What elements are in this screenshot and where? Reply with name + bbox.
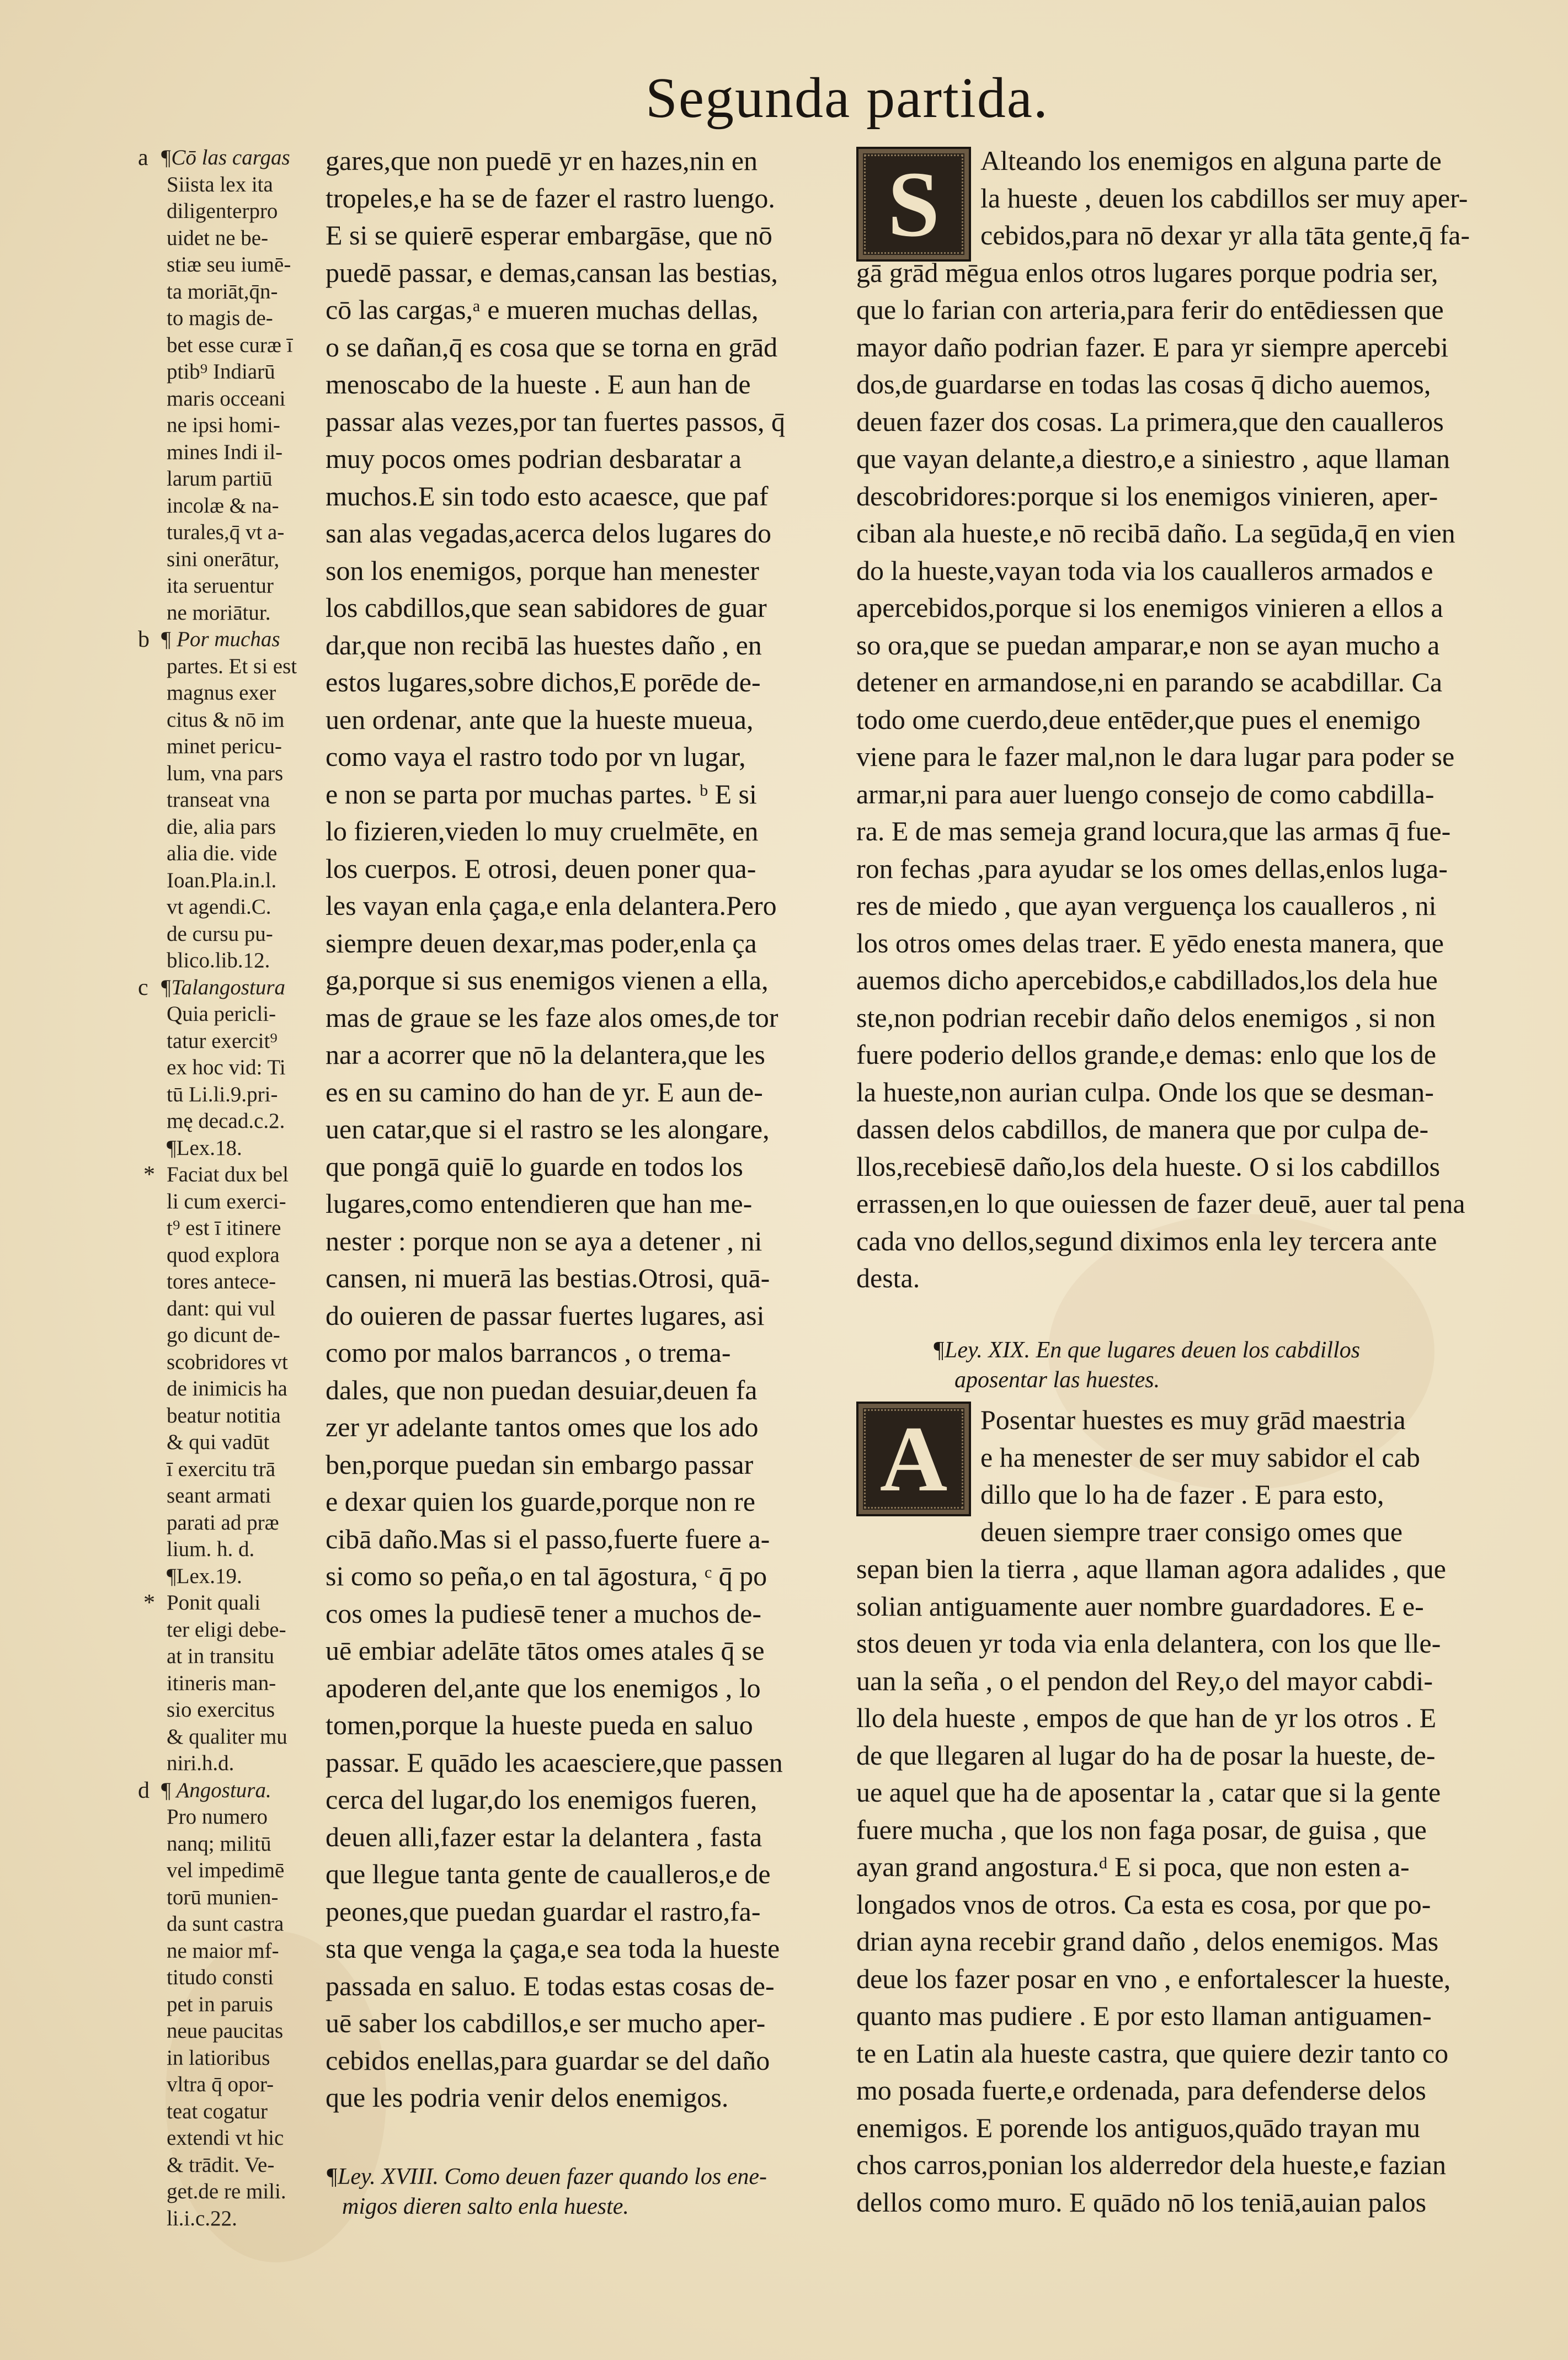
gloss-text: Faciat dux bel	[167, 1163, 289, 1186]
text-line: son los enemigos, porque han menester	[326, 555, 759, 586]
text-line: dar,que non recibā las huestes daño , en	[326, 629, 762, 660]
text-line: como vaya el rastro todo por vn lugar,	[326, 741, 746, 772]
right-column-upper	[856, 142, 1507, 1297]
gloss-line	[127, 2018, 314, 2045]
text-line: es en su camino do han de yr. E aun de-	[326, 1076, 763, 1107]
gloss-text: at in transitu	[167, 1644, 274, 1668]
gloss-text: pet in paruis	[167, 1992, 273, 2016]
gloss-line	[127, 814, 314, 841]
gloss-line	[127, 1296, 314, 1323]
gloss-line	[127, 840, 314, 867]
gloss-text: minet pericu-	[167, 734, 282, 758]
gloss-line	[127, 1215, 314, 1242]
text-line: ga,porque si sus enemigos vienen a ella,	[326, 965, 769, 995]
gloss-text: larum partiū	[167, 467, 273, 491]
gloss-line	[127, 626, 314, 653]
gloss-text: de inimicis ha	[167, 1377, 287, 1400]
gloss-text: t⁹ est ī itinere	[167, 1216, 281, 1240]
gloss-line	[127, 1643, 314, 1670]
gloss-line	[127, 707, 314, 734]
text-line: so ora,que se puedan amparar,e non se ayan mucho a	[856, 629, 1440, 660]
gloss-text: go dicunt de-	[167, 1323, 280, 1347]
text-line: gā grād mēgua enlos otros lugares porque podria ser,	[856, 257, 1438, 288]
text-line: la hueste,non aurian culpa. Onde los que se desman-	[856, 1076, 1434, 1107]
gloss-line	[127, 1456, 314, 1483]
text-line: ben,porque puedan sin embargo passar	[326, 1448, 754, 1480]
gloss-key: c	[138, 974, 148, 1000]
gloss-line	[127, 974, 314, 1001]
gloss-text: dant: qui vul	[167, 1296, 276, 1320]
text-line: auemos dicho apercebidos,e cabdillados,los dela hue	[856, 965, 1438, 995]
gloss-line	[127, 867, 314, 894]
gloss-key: a	[138, 145, 148, 171]
gloss-text: ¶ Angostura.	[160, 1778, 271, 1802]
gloss-text: magnus exer	[167, 681, 276, 705]
gloss-text: partes. Et si est	[167, 654, 297, 678]
gloss-text: stiæ seu iumē-	[167, 253, 291, 276]
decorated-initial-s: S	[856, 147, 971, 262]
gloss-text: ne moriātur.	[167, 600, 271, 625]
text-line: dassen delos cabdillos, de manera que por culpa de-	[856, 1114, 1429, 1144]
text-line: los cabdillos,que sean sabidores de guar	[326, 592, 767, 623]
gloss-text: itineris man-	[167, 1671, 276, 1695]
gloss-text: seant armati	[167, 1484, 271, 1507]
text-line: cerca del lugar,do los enemigos fueren,	[326, 1784, 758, 1815]
gloss-text: Ioan.Pla.in.l.	[167, 868, 277, 892]
gloss-text: bet esse curæ ī	[167, 333, 293, 357]
text-line: ciban ala hueste,e nō recibā daño. La segūda,q̄ en vien	[856, 518, 1455, 548]
text-line: dales, que non puedan desuiar,deuen fa	[326, 1374, 758, 1405]
text-line: viene para le fazer mal,non le dara lugar para poder se	[856, 741, 1455, 772]
text-line: te en Latin ala hueste castra, que quiere dezir tanto co	[856, 2037, 1449, 2069]
text-line: errassen,en lo que ouiessen de fazer deuē, auer tal pena	[856, 1188, 1465, 1219]
text-line: san alas vegadas,acerca delos lugares do	[326, 518, 771, 548]
gloss-line	[127, 1938, 314, 1965]
gloss-line	[127, 1269, 314, 1296]
text-line: mo posada fuerte,e ordenada, para defenderse delos	[856, 2075, 1426, 2106]
text-line: passar alas vezes,por tan fuertes passos, q̄	[326, 406, 786, 437]
gloss-line	[127, 1135, 314, 1162]
text-line: llo dela hueste , empos de que han de yr los otros . E	[856, 1702, 1437, 1733]
gloss-text: quod explora	[167, 1243, 280, 1267]
text-line: uē saber los cabdillos,e ser mucho aper-	[326, 2007, 766, 2038]
gloss-text: mines Indi il-	[167, 440, 283, 464]
gloss-text: get.de re mili.	[167, 2180, 286, 2203]
text-line: desta.	[856, 1262, 920, 1293]
gloss-line	[127, 787, 314, 814]
text-line: o se dañan,q̄ es cosa que se torna en grād	[326, 331, 778, 363]
gloss-text: alia die. vide	[167, 841, 278, 865]
text-line: armar,ni para auer luengo consejo de como cabdilla-	[856, 778, 1434, 809]
text-line: E si se quierē esperar embargāse, que nō	[326, 220, 772, 251]
gloss-text: ¶Lex.18.	[167, 1136, 242, 1160]
gloss-text: ita seruentur	[167, 574, 274, 598]
gloss-text: de cursu pu-	[167, 921, 273, 946]
gloss-text: & trādit. Ve-	[167, 2153, 275, 2177]
text-line: Posentar huestes es muy grād maestria	[980, 1404, 1406, 1435]
text-line: ste,non podrian recebir daño delos enemigos , si non	[856, 1001, 1436, 1033]
gloss-text: sio exercitus	[167, 1698, 275, 1722]
text-line: cebidos,para nō dexar yr alla tāta gente,q̄ fa-	[980, 220, 1470, 251]
gloss-text: mę decad.c.2.	[167, 1109, 285, 1133]
text-line: peones,que puedan guardar el rastro,fa-	[326, 1895, 761, 1927]
gloss-text: nanq; militū	[167, 1831, 271, 1856]
gloss-text: diligenterpro	[167, 199, 278, 223]
gloss-key: b	[138, 627, 150, 652]
text-line: que lo farian con arteria,para ferir do entēdiessen que	[856, 294, 1444, 325]
gloss-text: incolæ & na-	[167, 493, 279, 518]
gloss-line	[127, 279, 314, 306]
gloss-text: scobridores vt	[167, 1350, 288, 1374]
gloss-line	[127, 1857, 314, 1884]
gloss-text: tū Li.li.9.pri-	[167, 1082, 278, 1106]
gloss-line	[127, 1483, 314, 1510]
gloss-line	[127, 1563, 314, 1590]
gloss-line	[127, 359, 314, 386]
text-line: apoderen del,ante que los enemigos , lo	[326, 1672, 761, 1703]
text-line: enemigos. E porende los antiguos,quādo trayan mu	[856, 2112, 1420, 2143]
right-column-lower	[856, 1402, 1507, 2221]
gloss-line	[127, 2152, 314, 2179]
gloss-text: die, alia pars	[167, 814, 276, 839]
gloss-line	[127, 386, 314, 413]
text-line: e dexar quien los guarde,porque non re	[326, 1486, 755, 1517]
gloss-line	[127, 573, 314, 600]
text-line: ue aquel que ha de aposentar la , catar que si la gente	[856, 1777, 1441, 1808]
gloss-line	[127, 760, 314, 787]
gloss-line	[127, 2098, 314, 2125]
gloss-text: ne maior mf-	[167, 1938, 279, 1963]
gloss-text: tores antece-	[167, 1270, 276, 1293]
gloss-line	[127, 439, 314, 466]
gloss-text: ter eligi debe-	[167, 1617, 286, 1642]
gloss-line	[127, 1242, 314, 1269]
text-line: stos deuen yr toda via enla delantera, con los que lle-	[856, 1628, 1441, 1659]
gloss-line	[127, 1536, 314, 1563]
gloss-text: teat cogatur	[167, 2099, 268, 2123]
gloss-text: maris occeani	[167, 386, 286, 411]
gloss-text: ¶Lex.19.	[167, 1564, 242, 1588]
gloss-line	[127, 1697, 314, 1724]
gloss-text: Pro numero	[167, 1805, 268, 1829]
rubric-ley-xix-line-1: ¶Ley. XIX. En que lugares deuen los cabdillos	[932, 1338, 1361, 1363]
gloss-text: ¶ Por muchas	[160, 627, 280, 651]
text-line: chos carros,ponian los alderredor dela hueste,e fazian	[856, 2149, 1446, 2180]
gloss-line	[127, 2045, 314, 2072]
text-line: los otros omes delas traer. E yēdo enesta manera, que	[856, 927, 1444, 958]
text-line: uan la seña , o el pendon del Rey,o del mayor cabdi-	[856, 1665, 1433, 1696]
gloss-line	[127, 1964, 314, 1991]
gloss-text: & qui vadūt	[167, 1430, 270, 1454]
text-line: passar. E quādo les acaesciere,que passen	[326, 1746, 783, 1778]
gloss-text: blico.lib.12.	[167, 949, 270, 972]
gloss-text: extendi vt hic	[167, 2126, 284, 2150]
gloss-line	[127, 921, 314, 948]
gloss-line	[127, 1831, 314, 1858]
text-line: estos lugares,sobre dichos,E porēde de-	[326, 667, 761, 697]
gloss-line	[127, 1884, 314, 1911]
gloss-key: *	[143, 1590, 155, 1616]
text-line: lo fizieren,vieden lo muy cruelmēte, en	[326, 816, 759, 846]
gloss-line	[127, 1590, 314, 1617]
gloss-line	[127, 680, 314, 707]
gloss-line	[127, 733, 314, 760]
gloss-line	[127, 1991, 314, 2018]
gloss-line	[127, 1162, 314, 1189]
gloss-line	[127, 1777, 314, 1804]
text-line: cansen, ni muerā las bestias.Otrosi, quā-	[326, 1262, 770, 1293]
gloss-line	[127, 2178, 314, 2205]
gloss-text: ex hoc vid: Ti	[167, 1056, 286, 1079]
text-line: cada vno dellos,segund diximos enla ley tercera ante	[856, 1225, 1437, 1256]
text-line: ra. E de mas semeja grand locura,que las armas q̄ fue-	[856, 816, 1451, 846]
text-line: llos,recebiesē daño,los dela hueste. O si los cabdillos	[856, 1150, 1441, 1182]
gloss-line	[127, 1322, 314, 1349]
text-line: tropeles,e ha se de fazer el rastro luengo.	[326, 182, 775, 214]
text-line: nar a acorrer que nō la delantera,que les	[326, 1039, 765, 1070]
gloss-text: torū munien-	[167, 1885, 279, 1909]
gloss-text: lum, vna pars	[167, 761, 284, 785]
text-line: si como so peña,o en tal āgostura, ᶜ q̄ po	[326, 1560, 767, 1591]
text-line: dillo que lo ha de fazer . E para esto,	[980, 1479, 1384, 1510]
gloss-line	[127, 305, 314, 332]
text-line: menoscabo de la hueste . E aun han de	[326, 369, 751, 399]
text-line: que vayan delante,a diestro,e a siniestro , aque llaman	[856, 443, 1450, 474]
gloss-text: ptib⁹ Indiarū	[167, 360, 275, 383]
gloss-line	[127, 1750, 314, 1777]
gloss-text: ¶Talangostura	[160, 975, 286, 999]
gloss-line	[127, 1001, 314, 1028]
text-line: detener en armandose,ni en parando se acabdillar. Ca	[856, 667, 1443, 697]
gloss-text: vt agendi.C.	[167, 895, 271, 919]
text-line: gares,que non puedē yr en hazes,nin en	[326, 145, 758, 176]
text-line: deuen fazer dos cosas. La primera,que den caualleros	[856, 406, 1444, 437]
gloss-line	[127, 1376, 314, 1403]
gloss-line	[127, 1082, 314, 1109]
gloss-text: & qualiter mu	[167, 1724, 287, 1749]
text-line: ron fechas ,para ayudar se los omes dellas,enlos luga-	[856, 853, 1448, 884]
gloss-line	[127, 1429, 314, 1456]
gloss-text: ¶Cō las cargas	[160, 146, 290, 169]
gloss-text: ī exercitu trā	[167, 1457, 276, 1481]
gloss-line	[127, 1670, 314, 1697]
gloss-text: transeat vna	[167, 788, 270, 812]
gloss-line	[127, 1804, 314, 1831]
text-line: los cuerpos. E otrosi, deuen poner qua-	[326, 853, 756, 884]
gloss-text: lium. h. d.	[167, 1537, 255, 1561]
text-line: siempre deuen dexar,mas poder,enla ça	[326, 927, 757, 958]
running-head: Segunda partida.	[646, 66, 1049, 130]
text-line: fuere mucha , que los non faga posar, de guisa , que	[856, 1814, 1427, 1845]
gloss-line	[127, 947, 314, 974]
text-line: que pongā quiē lo guarde en todos los	[326, 1150, 743, 1182]
text-line: cebidos enellas,para guardar se del daño	[326, 2044, 770, 2076]
gloss-line	[127, 145, 314, 172]
text-line: do la hueste,vayan toda via los caualleros armados e	[856, 555, 1433, 586]
gloss-text: sini onerātur,	[167, 547, 280, 571]
text-line: les vayan enla çaga,e enla delantera.Pero	[326, 890, 777, 921]
text-line: drian ayna recebir grand daño , delos enemigos. Mas	[856, 1926, 1439, 1957]
text-line: deuen alli,fazer estar la delantera , fasta	[326, 1821, 762, 1852]
text-line: mas de graue se les faze alos omes,de tor	[326, 1001, 778, 1033]
gloss-text: vel impedimē	[167, 1858, 285, 1882]
text-line: cō las cargas,ᵃ e mueren muchas dellas,	[326, 294, 759, 325]
text-line: muchos.E sin todo esto acaesce, que paf	[326, 480, 769, 512]
text-line: que les podria venir delos enemigos.	[326, 2082, 729, 2113]
gloss-line	[127, 1403, 314, 1430]
text-line: todo ome cuerdo,deue entēder,que pues el enemigo	[856, 704, 1421, 735]
gloss-text: beatur notitia	[167, 1403, 281, 1427]
decorated-initial-a: A	[856, 1402, 971, 1516]
gloss-line	[127, 1510, 314, 1537]
text-line: como por malos barrancos , o trema-	[326, 1337, 731, 1368]
text-line: cibā daño.Mas si el passo,fuerte fuere a-	[326, 1523, 770, 1554]
text-line: dos,de guardarse en todas las cosas q̄ dicho auemos,	[856, 369, 1431, 399]
gloss-text: da sunt castra	[167, 1912, 284, 1936]
gloss-key: *	[143, 1162, 155, 1187]
gloss-line	[127, 2071, 314, 2098]
gloss-line	[127, 172, 314, 199]
gloss-text: Quia pericli-	[167, 1002, 276, 1026]
text-line: do ouieren de passar fuertes lugares, asi	[326, 1299, 765, 1331]
gloss-text: ne ipsi homi-	[167, 413, 280, 437]
gloss-line	[127, 1189, 314, 1216]
gloss-line	[127, 1108, 314, 1135]
text-line: zer yr adelante tantos omes que los ado	[326, 1411, 759, 1442]
text-line: que llegue tanta gente de caualleros,e de	[326, 1858, 771, 1889]
text-line: la hueste , deuen los cabdillos ser muy aper-	[980, 182, 1468, 214]
rubric-ley-xviii-line-2: migos dieren salto enla hueste.	[342, 2194, 629, 2219]
gloss-line	[127, 1617, 314, 1644]
text-line: mayor daño podrian fazer. E para yr siempre apercebi	[856, 331, 1449, 363]
rubric-ley-xix-line-2: aposentar las huestes.	[954, 1367, 1160, 1393]
text-line: nester : porque non se aya a detener , ni	[326, 1225, 762, 1256]
text-line: passada en saluo. E todas estas cosas de-	[326, 1970, 775, 2001]
text-line: puedē passar, e demas,cansan las bestias,	[326, 257, 778, 288]
gloss-line	[127, 600, 314, 627]
gloss-line	[127, 198, 314, 225]
gloss-text: vltra q̄ opor-	[167, 2073, 274, 2096]
gloss-line	[127, 1724, 314, 1751]
text-line: uen catar,que si el rastro se les alongare,	[326, 1114, 770, 1144]
text-line: de que llegaren al lugar do ha de posar la hueste, de-	[856, 1739, 1436, 1771]
text-line: muy pocos omes podrian desbaratar a	[326, 443, 742, 474]
gloss-text: niri.h.d.	[167, 1751, 234, 1775]
gloss-line	[127, 2205, 314, 2233]
gloss-text: Ponit quali	[167, 1591, 261, 1615]
text-line: solian antiguamente auer nombre guardadores. E e-	[856, 1590, 1424, 1622]
text-line: sepan bien la tierra , aque llaman agora adalides , que	[856, 1553, 1446, 1584]
gloss-text: neue paucitas	[167, 2019, 284, 2043]
margin-gloss	[127, 145, 314, 2232]
gloss-text: in latioribus	[167, 2045, 270, 2070]
text-line: e ha menester de ser muy sabidor el cab	[980, 1441, 1420, 1473]
text-line: ayan grand angostura.ᵈ E si poca, que non esten a-	[856, 1851, 1410, 1882]
text-line: tomen,porque la hueste pueda en saluo	[326, 1709, 753, 1740]
gloss-line	[127, 1028, 314, 1055]
rubric-ley-xviii	[326, 2162, 767, 2222]
text-line: fuere poderio dellos grande,e demas: enlo que los de	[856, 1039, 1437, 1070]
gloss-line	[127, 412, 314, 439]
text-line: deuen siempre traer consigo omes que	[980, 1516, 1403, 1547]
text-line: descobridores:porque si los enemigos vinieren, aper-	[856, 480, 1438, 512]
text-line: uen ordenar, ante que la hueste mueua,	[326, 704, 754, 735]
gloss-line	[127, 252, 314, 279]
gloss-line	[127, 1054, 314, 1082]
left-column	[326, 142, 822, 2117]
gloss-text: turales,q̄ vt a-	[167, 520, 285, 544]
gloss-text: citus & nō im	[167, 707, 285, 732]
gloss-line	[127, 894, 314, 921]
gloss-line	[127, 653, 314, 680]
text-line: Alteando los enemigos en alguna parte de	[980, 145, 1442, 176]
gloss-line	[127, 2125, 314, 2152]
text-line: lugares,como entendieren que han me-	[326, 1188, 753, 1219]
gloss-line	[127, 546, 314, 573]
gloss-text: to magis de-	[167, 306, 273, 330]
gloss-line	[127, 332, 314, 359]
gloss-text: li.i.c.22.	[167, 2206, 237, 2230]
gloss-text: uidet ne be-	[167, 226, 269, 250]
gloss-line	[127, 1911, 314, 1938]
gloss-line	[127, 519, 314, 546]
gloss-text: li cum exerci-	[167, 1189, 286, 1213]
text-line: apercebidos,porque si los enemigos vinieren a ellos a	[856, 592, 1443, 623]
gloss-line	[127, 466, 314, 493]
gloss-text: tatur exercit⁹	[167, 1029, 278, 1053]
gloss-line	[127, 493, 314, 520]
gloss-line	[127, 1349, 314, 1376]
text-line: deue los fazer posar en vno , e enfortalescer la hueste,	[856, 1963, 1451, 1994]
text-line: e non se parta por muchas partes. ᵇ E si	[326, 778, 757, 809]
gloss-text: titudo consti	[167, 1965, 274, 1989]
gloss-line	[127, 225, 314, 252]
text-line: cos omes la pudiesē tener a muchos de-	[326, 1597, 762, 1629]
gloss-text: ta moriāt,q̄n-	[167, 279, 278, 303]
text-line: quanto mas pudiere . E por esto llaman antiguamen-	[856, 2000, 1432, 2031]
text-line: longados vnos de otros. Ca esta es cosa, por que po-	[856, 1888, 1431, 1920]
gloss-text: parati ad præ	[167, 1510, 279, 1535]
gloss-key: d	[138, 1777, 150, 1803]
text-line: res de miedo , que ayan verguença los caualleros , ni	[856, 890, 1437, 921]
text-line: sta que venga la çaga,e sea toda la hueste	[326, 1933, 780, 1964]
gloss-text: Siista lex ita	[167, 172, 273, 196]
rubric-ley-xviii-line-1: ¶Ley. XVIII. Como deuen fazer quando los ene-	[326, 2164, 767, 2189]
text-line: dellos como muro. E quādo nō los teniā,auian palos	[856, 2186, 1427, 2218]
rubric-ley-xix	[932, 1335, 1360, 1395]
text-line: uē embiar adelāte tātos omes atales q̄ se	[326, 1635, 765, 1666]
